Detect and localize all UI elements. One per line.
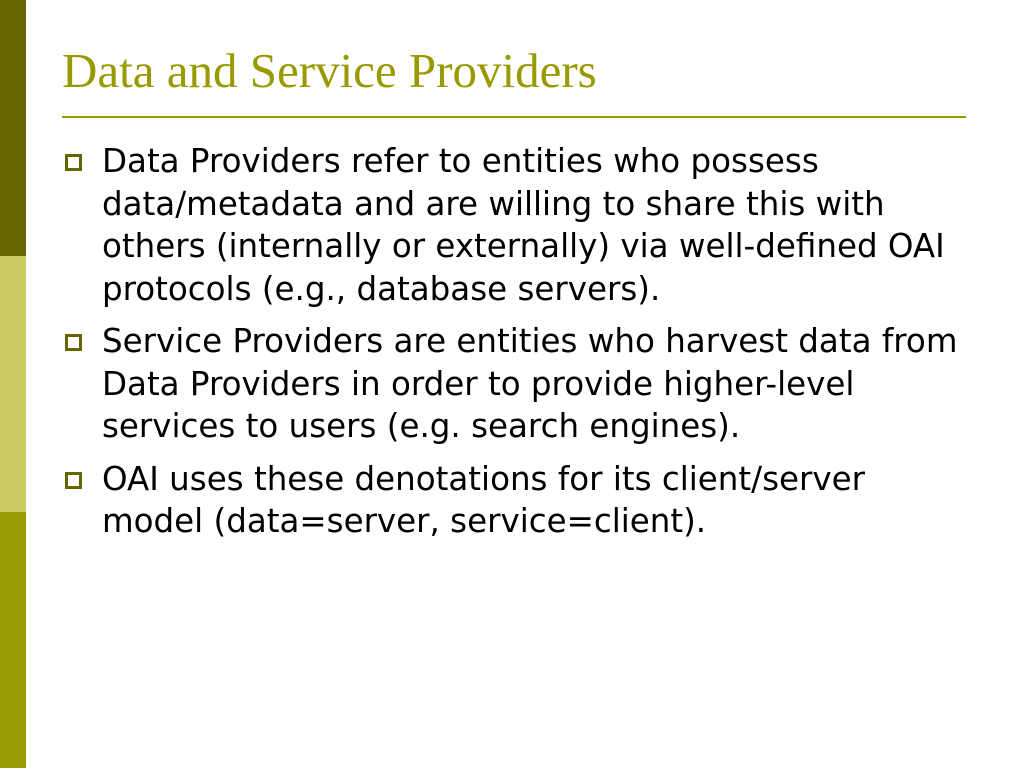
bullet-item-data-providers	[62, 140, 972, 310]
bullet-item-oai-denotations	[62, 458, 972, 543]
slide-title: Data and Service Providers	[62, 43, 597, 98]
hollow-square-bullet-icon	[65, 472, 82, 489]
title-divider	[62, 116, 966, 118]
hollow-square-bullet-icon	[65, 334, 82, 351]
bullet-text: Service Providers are entities who harvest data from Data Providers in order to provide higher-level services to users (e.g. search engines).	[102, 322, 958, 445]
bullet-item-service-providers	[62, 320, 972, 448]
side-bar-dark-segment	[0, 0, 26, 256]
hollow-square-bullet-icon	[65, 154, 82, 171]
bullet-text: OAI uses these denotations for its client/server model (data=server, service=client).	[102, 459, 865, 540]
bullet-text: Data Providers refer to entities who possess data/metadata and are willing to share this with others (internally or externally) via well-defined OAI protocols (e.g., database servers).	[102, 142, 945, 308]
bullet-list	[62, 140, 972, 553]
side-bar-light-segment	[0, 256, 26, 512]
side-bar-mid-segment	[0, 512, 26, 768]
